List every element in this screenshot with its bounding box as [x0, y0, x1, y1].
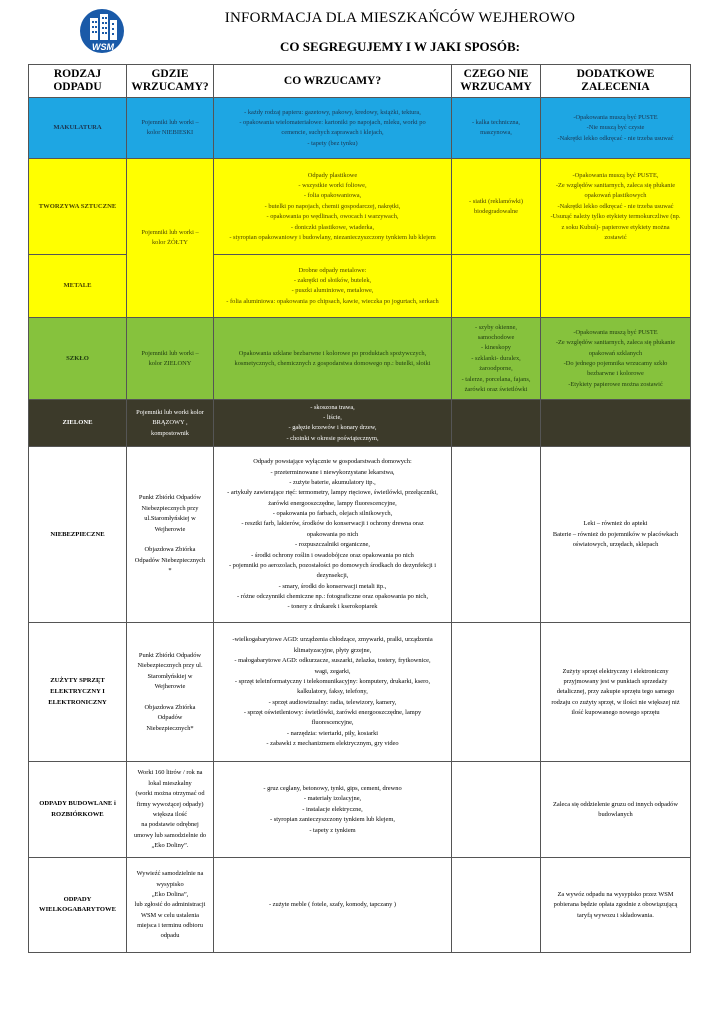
what-cell: - gruz ceglany, betonowy, tynki, gips, cement, drewno - materiały izolacyjne, - instalacje elektryczne, - styropian zanieczyszczony tynkiem lub klejem, - tapety z tynkiem — [214, 762, 452, 858]
not-cell — [452, 762, 541, 858]
row-szklo — [29, 318, 691, 400]
wsm-logo — [74, 8, 130, 54]
waste-type: ODPADY BUDOWLANE i ROZBIÓRKOWE — [29, 762, 127, 858]
extra-cell — [541, 400, 691, 447]
extra-cell — [541, 255, 691, 318]
where-cell: Pojemniki lub worki – kolor NIEBIESKI — [127, 98, 214, 159]
what-cell: - każdy rodzaj papieru: gazetowy, pakowy, kredowy, książki, tektura, - opakowania wielomateriałowe: kartoniki po napojach, mleku, worki po cemencie, suchych zaprawach i klejach, - tapety (bez tynku) — [214, 98, 452, 159]
where-cell: Pojemniki lub worki kolor BRĄZOWY , kompostownik — [127, 400, 214, 447]
row-niebezpieczne — [29, 447, 691, 623]
extra-cell: Leki – również do apteki Baterie – również do pojemników w placówkach oświatowych, urzędach, sklepach — [541, 447, 691, 623]
not-cell: - kalka techniczna, maszynowa, — [452, 98, 541, 159]
extra-cell: Zużyty sprzęt elektryczny i elektroniczny przyjmowany jest w punktach sprzedaży detalicznej, przy zakupie sprzętu tego samego rodzaju co zużyty sprzęt, w ilości nie większej niż ilość kupowanego nowego sprzętu — [541, 623, 691, 762]
waste-type: ODPADY WIELKOGABARYTOWE — [29, 858, 127, 953]
col-header-type: RODZAJ ODPADU — [29, 65, 127, 98]
extra-cell: Za wywóz odpadu na wysypisko przez WSM pobierana będzie opłata zgodnie z obowiązującą taryfą wywozu i składowania. — [541, 858, 691, 953]
row-wielkogabarytowe — [29, 858, 691, 953]
waste-type: MAKULATURA — [29, 98, 127, 159]
extra-cell: -Opakowania muszą być PUSTE -Nie muszą być czyste -Nakrętki lekko odkręcać - nie trzeba usuwać — [541, 98, 691, 159]
waste-type: ZIELONE — [29, 400, 127, 447]
extra-cell: Zaleca się oddzielenie gruzu od innych odpadów budowlanych — [541, 762, 691, 858]
where-cell: Worki 160 litrów / rok na lokal mieszkalny (worki można otrzymać od firmy wywożącej odpady) większa ilość na podstawie odrębnej umowy lub samodzielnie do „Eko Doliny”. — [127, 762, 214, 858]
col-header-extra: DODATKOWE ZALECENIA — [541, 65, 691, 98]
extra-cell: -Opakowania muszą być PUSTE -Ze względów sanitarnych, zaleca się płukanie opakowań szklanych -Do jednego pojemnika wrzucamy szkło bezbarwne i kolorowe -Etykiety papierowe można zostawić — [541, 318, 691, 400]
row-budowlane — [29, 762, 691, 858]
where-cell: Pojemniki lub worki – kolor ŻÓŁTY — [127, 159, 214, 318]
row-tworzywa — [29, 159, 691, 255]
col-header-where: GDZIE WRZUCAMY? — [127, 65, 214, 98]
not-cell — [452, 255, 541, 318]
waste-type: SZKŁO — [29, 318, 127, 400]
what-cell: Opakowania szklane bezbarwne i kolorowe po produktach spożywczych, kosmetycznych, chemicznych z gospodarstwa domowego np.: butelki, słoiki — [214, 318, 452, 400]
not-cell — [452, 447, 541, 623]
col-header-not: CZEGO NIE WRZUCAMY — [452, 65, 541, 98]
what-cell: - zużyte meble ( fotele, szafy, komody, tapczany ) — [214, 858, 452, 953]
waste-type: ZUŻYTY SPRZĘT ELEKTRYCZNY I ELEKTRONICZNY — [29, 623, 127, 762]
waste-type: METALE — [29, 255, 127, 318]
what-cell: Odpady plastikowe - wszystkie worki foliowe, - folia opakowaniowa, - butelki po napojach, chemii gospodarczej, nakrętki, - opakowania po wędlinach, owocach i warzywach, - doniczki plastikowe, wiaderka, - styropian opakowaniowy i budowlany, niezanieczyszczony tynkiem lub klejem — [214, 159, 452, 255]
not-cell: - szyby okienne, samochodowe - kineskopy - szklanki- duralex, żaroodporne, - talerze, porcelana, fajans, żarówki oraz świetlówki — [452, 318, 541, 400]
not-cell — [452, 623, 541, 762]
page-subtitle: CO SEGREGUJEMY I W JAKI SPOSÓB: — [280, 39, 520, 54]
what-cell: Odpady powstające wyłącznie w gospodarstwach domowych: - przeterminowane i niewykorzystane lekarstwa, - zużyte baterie, akumulatory itp., - artykuły zawierające rtęć: termometry, lampy rtęciowe, świetlówki, przełączniki, żarówki energooszczędne, lampy fluorescencyjne, - opakowania po farbach, olejach silnikowych, - resztki farb, lakierów, środków do konserwacji i ochrony drewna oraz opakowania po nich - rozpuszczalniki organiczne, - środki ochrony roślin i owadobójcze oraz opakowania po nich - pojemniki po aerozolach, pozostałości po domowych środkach do dezynfekcji i dezynsekcji, - smary, środki do konserwacji metali itp., - różne odczynniki chemiczne np.: fotograficzne oraz opakowania po nich, - tonery z drukarek i kserokopiarek — [214, 447, 452, 623]
page-title: INFORMACJA DLA MIESZKAŃCÓW WEJHEROWO — [224, 10, 576, 26]
row-zielone — [29, 400, 691, 447]
where-cell: Pojemniki lub worki – kolor ZIELONY — [127, 318, 214, 400]
what-cell: Drobne odpady metalowe: - zakrętki od słoików, butelek, - puszki aluminiowe, metalowe, - folia aluminiowa: opakowania po chipsach, kawie, wieczka po jogurtach, serkach — [214, 255, 452, 318]
what-cell: -wielkogabarytowe AGD: urządzenia chłodzące, zmywarki, pralki, urządzenia klimatyzacyjne, płyty grzejne, - małogabarytowe AGD: odkurzacze, suszarki, żelazka, tostery, frytkownice, wagi, zegarki, - sprzęt teleinformatyczny i telekomunikacyjny: komputery, drukarki, ksero, kalkulatory, faksy, telefony, - sprzęt audiowizualny: radia, telewizory, kamery, - sprzęt oświetleniowy: świetlówki, żarówki energooszczędne, lampy fluorescencyjne, - narzędzia: wiertarki, piły, kosiarki - zabawki z mechanizmem elektrycznym, gry video — [214, 623, 452, 762]
waste-type: NIEBEZPIECZNE — [29, 447, 127, 623]
where-cell: Punkt Zbiórki Odpadów Niebezpiecznych przy ul. Staromłyńskiej w Wejherowie Objazdowa Zbiórka Odpadów Niebezpiecznych* — [127, 623, 214, 762]
what-cell: - skoszona trawa, - liście, - gałęzie krzewów i konary drzew, - choinki w okresie poświątecznym, — [214, 400, 452, 447]
col-header-what: CO WRZUCAMY? — [214, 65, 452, 98]
where-cell: Wywieźć samodzielnie na wysypisko „Eko Dolina”, lub zgłosić do administracji WSM w celu ustalenia miejsca i terminu odbioru odpadu — [127, 858, 214, 953]
where-cell: Punkt Zbiórki Odpadów Niebezpiecznych przy ul.Staromłyńskiej w Wejherowie Objazdowa Zbiórka Odpadów Niebezpiecznych * — [127, 447, 214, 623]
logo-text: WSM — [92, 42, 114, 52]
row-elektro — [29, 623, 691, 762]
waste-table — [28, 64, 691, 953]
not-cell: - siatki (reklamówki) biodegradowalne — [452, 159, 541, 255]
waste-type: TWORZYWA SZTUCZNE — [29, 159, 127, 255]
not-cell — [452, 858, 541, 953]
not-cell — [452, 400, 541, 447]
row-makulatura — [29, 98, 691, 159]
extra-cell: -Opakowania muszą być PUSTE, -Ze względów sanitarnych, zaleca się płukanie opakowań plastikowych -Nakrętki lekko odkręcać - nie trzeba usuwać -Usunąć należy tylko etykiety termokurczliwe (np. z soku Kubuś)- papierowe etykiety można zostawić — [541, 159, 691, 255]
